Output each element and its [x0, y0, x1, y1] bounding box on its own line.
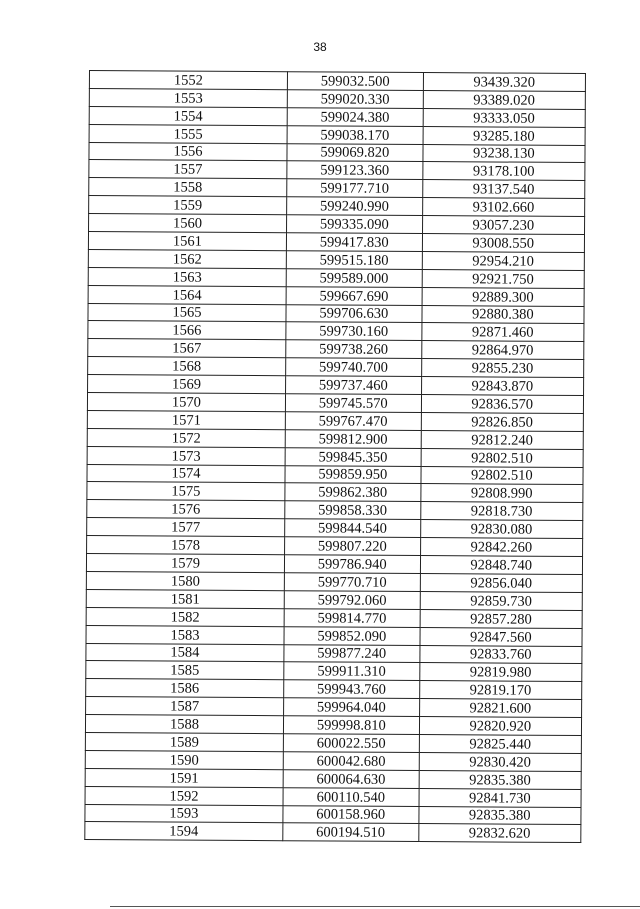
x-coordinate-cell: 600158.960 [283, 805, 419, 824]
y-coordinate-cell: 93285.180 [423, 126, 586, 145]
x-coordinate-cell: 599706.630 [286, 304, 422, 323]
y-coordinate-cell: 92802.510 [421, 466, 584, 485]
y-coordinate-cell: 92856.040 [420, 573, 583, 592]
point-number-cell: 1566 [88, 321, 286, 340]
x-coordinate-cell: 600194.510 [283, 823, 419, 842]
x-coordinate-cell: 599020.330 [287, 90, 423, 109]
x-coordinate-cell: 599858.330 [285, 501, 421, 520]
point-number-cell: 1591 [85, 768, 283, 787]
point-number-cell: 1557 [89, 160, 287, 179]
y-coordinate-cell: 93439.320 [423, 73, 586, 92]
x-coordinate-cell: 599943.760 [284, 680, 420, 699]
x-coordinate-cell: 599730.160 [286, 322, 422, 341]
y-coordinate-cell: 92880.380 [422, 305, 585, 324]
point-number-cell: 1565 [88, 303, 286, 322]
point-number-cell: 1593 [85, 804, 283, 823]
y-coordinate-cell: 92954.210 [422, 251, 585, 270]
x-coordinate-cell: 599515.180 [286, 251, 422, 270]
point-number-cell: 1583 [86, 625, 284, 644]
point-number-cell: 1585 [86, 661, 284, 680]
point-number-cell: 1563 [88, 267, 286, 286]
point-number-cell: 1574 [87, 464, 285, 483]
x-coordinate-cell: 599859.950 [285, 465, 421, 484]
point-number-cell: 1586 [86, 679, 284, 698]
y-coordinate-cell: 92859.730 [420, 591, 583, 610]
point-number-cell: 1588 [85, 715, 283, 734]
y-coordinate-cell: 92841.730 [419, 788, 582, 807]
x-coordinate-cell: 599667.690 [286, 286, 422, 305]
point-number-cell: 1590 [85, 750, 283, 769]
x-coordinate-cell: 600110.540 [283, 787, 419, 806]
point-number-cell: 1554 [89, 106, 287, 125]
point-number-cell: 1584 [86, 643, 284, 662]
x-coordinate-cell: 600022.550 [283, 734, 419, 753]
point-number-cell: 1555 [89, 124, 287, 143]
point-number-cell: 1568 [88, 357, 286, 376]
x-coordinate-cell: 599417.830 [286, 233, 422, 252]
x-coordinate-cell: 599024.380 [287, 107, 423, 126]
y-coordinate-cell: 92889.300 [422, 287, 585, 306]
y-coordinate-cell: 93238.130 [423, 144, 586, 163]
y-coordinate-cell: 92808.990 [420, 484, 583, 503]
x-coordinate-cell: 599589.000 [286, 269, 422, 288]
x-coordinate-cell: 599845.350 [285, 447, 421, 466]
point-number-cell: 1572 [87, 428, 285, 447]
x-coordinate-cell: 599792.060 [284, 591, 420, 610]
y-coordinate-cell: 92835.380 [419, 770, 582, 789]
y-coordinate-cell: 92832.620 [418, 824, 581, 843]
x-coordinate-cell: 599335.090 [286, 215, 422, 234]
y-coordinate-cell: 92819.980 [419, 663, 582, 682]
y-coordinate-cell: 93333.050 [423, 108, 586, 127]
y-coordinate-cell: 92821.600 [419, 699, 582, 718]
y-coordinate-cell: 92857.280 [420, 609, 583, 628]
x-coordinate-cell: 599767.470 [285, 412, 421, 431]
y-coordinate-cell: 93389.020 [423, 90, 586, 109]
point-number-cell: 1552 [89, 71, 287, 90]
x-coordinate-cell: 599240.990 [287, 197, 423, 216]
y-coordinate-cell: 92855.230 [421, 359, 584, 378]
point-number-cell: 1564 [88, 285, 286, 304]
y-coordinate-cell: 92820.920 [419, 717, 582, 736]
x-coordinate-cell: 599852.090 [284, 626, 420, 645]
point-number-cell: 1581 [86, 589, 284, 608]
y-coordinate-cell: 92812.240 [421, 430, 584, 449]
y-coordinate-cell: 92836.570 [421, 395, 584, 414]
bottom-rule [110, 906, 640, 907]
table-row [85, 822, 581, 843]
point-number-cell: 1556 [89, 142, 287, 161]
point-number-cell: 1576 [87, 500, 285, 519]
x-coordinate-cell: 599738.260 [286, 340, 422, 359]
x-coordinate-cell: 599964.040 [284, 698, 420, 717]
point-number-cell: 1577 [87, 518, 285, 537]
y-coordinate-cell: 92830.420 [419, 752, 582, 771]
point-number-cell: 1582 [86, 607, 284, 626]
point-number-cell: 1559 [89, 196, 287, 215]
point-number-cell: 1560 [89, 214, 287, 233]
point-number-cell: 1589 [85, 732, 283, 751]
y-coordinate-cell: 92802.510 [421, 448, 584, 467]
x-coordinate-cell: 599123.360 [287, 161, 423, 180]
point-number-cell: 1575 [87, 482, 285, 501]
y-coordinate-cell: 92848.740 [420, 556, 583, 575]
y-coordinate-cell: 92843.870 [421, 377, 584, 396]
y-coordinate-cell: 92921.750 [422, 269, 585, 288]
coordinates-table [84, 70, 586, 843]
y-coordinate-cell: 92847.560 [420, 627, 583, 646]
point-number-cell: 1553 [89, 88, 287, 107]
y-coordinate-cell: 92825.440 [419, 734, 582, 753]
y-coordinate-cell: 93102.660 [422, 198, 585, 217]
x-coordinate-cell: 600064.630 [283, 769, 419, 788]
x-coordinate-cell: 599786.940 [284, 555, 420, 574]
y-coordinate-cell: 92871.460 [421, 323, 584, 342]
x-coordinate-cell: 599911.310 [284, 662, 420, 681]
y-coordinate-cell: 92826.850 [421, 412, 584, 431]
y-coordinate-cell: 92842.260 [420, 538, 583, 557]
x-coordinate-cell: 599069.820 [287, 143, 423, 162]
x-coordinate-cell: 599038.170 [287, 125, 423, 144]
y-coordinate-cell: 93178.100 [422, 162, 585, 181]
point-number-cell: 1567 [88, 339, 286, 358]
x-coordinate-cell: 599745.570 [285, 394, 421, 413]
point-number-cell: 1561 [88, 232, 286, 251]
point-number-cell: 1592 [85, 786, 283, 805]
point-number-cell: 1573 [87, 446, 285, 465]
x-coordinate-cell: 600042.680 [283, 752, 419, 771]
y-coordinate-cell: 92864.970 [421, 341, 584, 360]
point-number-cell: 1580 [86, 571, 284, 590]
x-coordinate-cell: 599812.900 [285, 430, 421, 449]
x-coordinate-cell: 599737.460 [286, 376, 422, 395]
x-coordinate-cell: 599862.380 [285, 483, 421, 502]
x-coordinate-cell: 599177.710 [287, 179, 423, 198]
point-number-cell: 1569 [88, 375, 286, 394]
point-number-cell: 1594 [85, 822, 283, 841]
coordinates-table-body [85, 71, 586, 843]
y-coordinate-cell: 92830.080 [420, 520, 583, 539]
x-coordinate-cell: 599814.770 [284, 608, 420, 627]
y-coordinate-cell: 92818.730 [420, 502, 583, 521]
y-coordinate-cell: 92835.380 [418, 806, 581, 825]
point-number-cell: 1558 [89, 178, 287, 197]
y-coordinate-cell: 92819.170 [419, 681, 582, 700]
x-coordinate-cell: 599844.540 [285, 519, 421, 538]
x-coordinate-cell: 599032.500 [287, 72, 423, 91]
point-number-cell: 1562 [88, 249, 286, 268]
x-coordinate-cell: 599807.220 [285, 537, 421, 556]
x-coordinate-cell: 599998.810 [283, 716, 419, 735]
x-coordinate-cell: 599877.240 [284, 644, 420, 663]
page-number: 38 [313, 40, 327, 54]
x-coordinate-cell: 599740.700 [286, 358, 422, 377]
point-number-cell: 1587 [86, 697, 284, 716]
x-coordinate-cell: 599770.710 [284, 573, 420, 592]
point-number-cell: 1578 [87, 536, 285, 555]
y-coordinate-cell: 93137.540 [422, 180, 585, 199]
point-number-cell: 1571 [87, 410, 285, 429]
point-number-cell: 1579 [86, 554, 284, 573]
y-coordinate-cell: 93057.230 [422, 216, 585, 235]
y-coordinate-cell: 92833.760 [419, 645, 582, 664]
y-coordinate-cell: 93008.550 [422, 234, 585, 253]
point-number-cell: 1570 [87, 393, 285, 412]
